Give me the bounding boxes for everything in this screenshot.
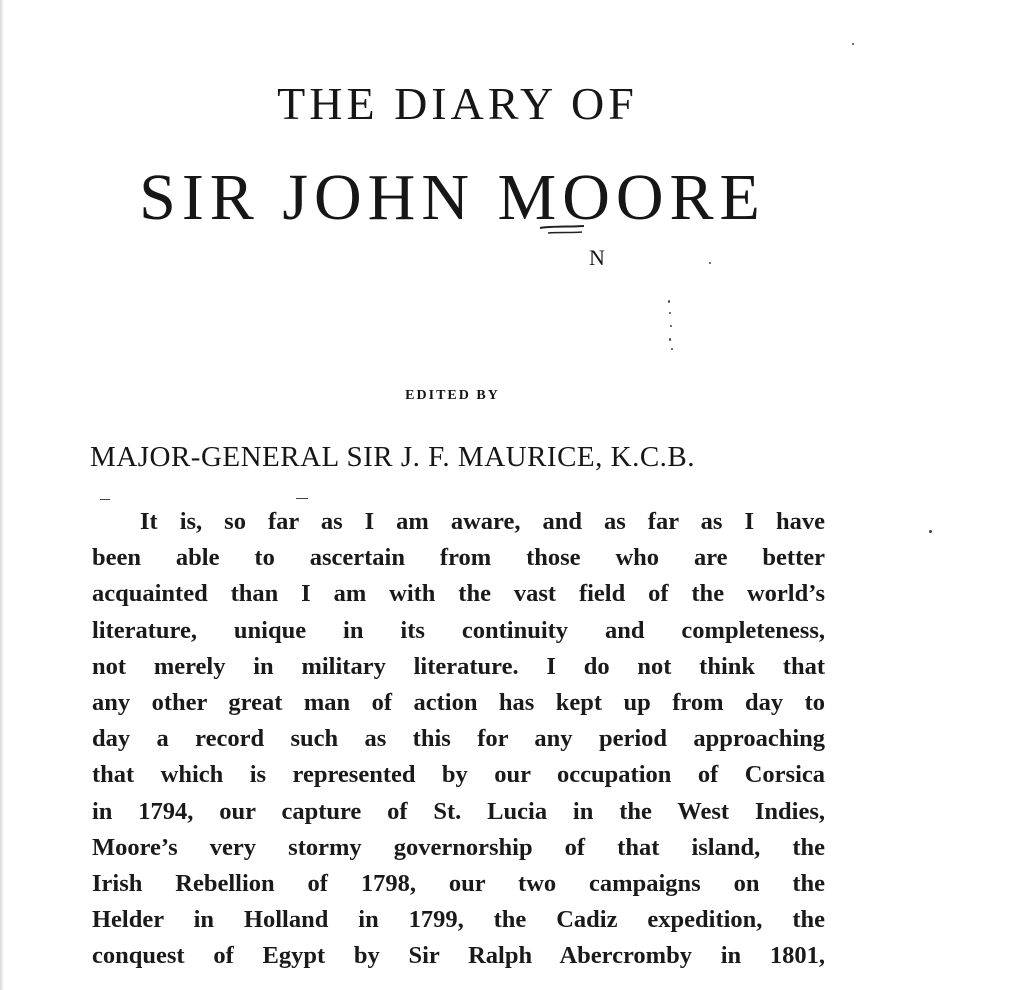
speck: [670, 325, 672, 327]
body-line: that which is represented by our occupation of Corsica: [92, 761, 825, 789]
speck: [852, 43, 854, 45]
speck: [668, 300, 670, 303]
body-line: Moore’s very stormy governorship of that island, the: [92, 833, 825, 861]
body-line: Helder in Holland in 1799, the Cadiz expedition, the: [92, 906, 825, 934]
body-line: any other great man of action has kept up from day to: [92, 689, 825, 717]
editor-name: MAJOR-GENERAL SIR J. F. MAURICE, K.C.B.: [90, 441, 696, 473]
speck: [709, 262, 711, 264]
body-line: acquainted than I am with the vast field of the world’s: [92, 580, 825, 608]
handwritten-underline-mark: [538, 224, 588, 240]
body-line: day a record such as this for any period approaching: [92, 725, 825, 753]
speck: [100, 499, 110, 500]
body-line: literature, unique in its continuity and completeness,: [92, 616, 825, 644]
title-line-2: SIR JOHN MOORE: [139, 161, 766, 234]
title-line-1: THE DIARY OF: [277, 78, 638, 129]
body-line: It is, so far as I am aware, and as far as I have: [140, 508, 825, 535]
speck: [929, 530, 932, 533]
edited-by-label: EDITED BY: [405, 388, 500, 403]
body-paragraph: [92, 504, 825, 975]
page-edge: [0, 0, 4, 990]
body-line: Irish Rebellion of 1798, our two campaigns on the: [92, 870, 825, 898]
body-line: conquest of Egypt by Sir Ralph Abercromby in 1801,: [92, 942, 825, 970]
speck: [296, 498, 308, 499]
body-line: not merely in military literature. I do not think that: [92, 652, 825, 680]
speck: [669, 312, 671, 314]
body-line: been able to ascertain from those who are better: [92, 544, 825, 572]
speck: [671, 348, 673, 350]
marginal-mark: N: [589, 245, 605, 270]
speck: [669, 338, 671, 341]
body-line: in 1794, our capture of St. Lucia in the West Indies,: [92, 797, 825, 825]
